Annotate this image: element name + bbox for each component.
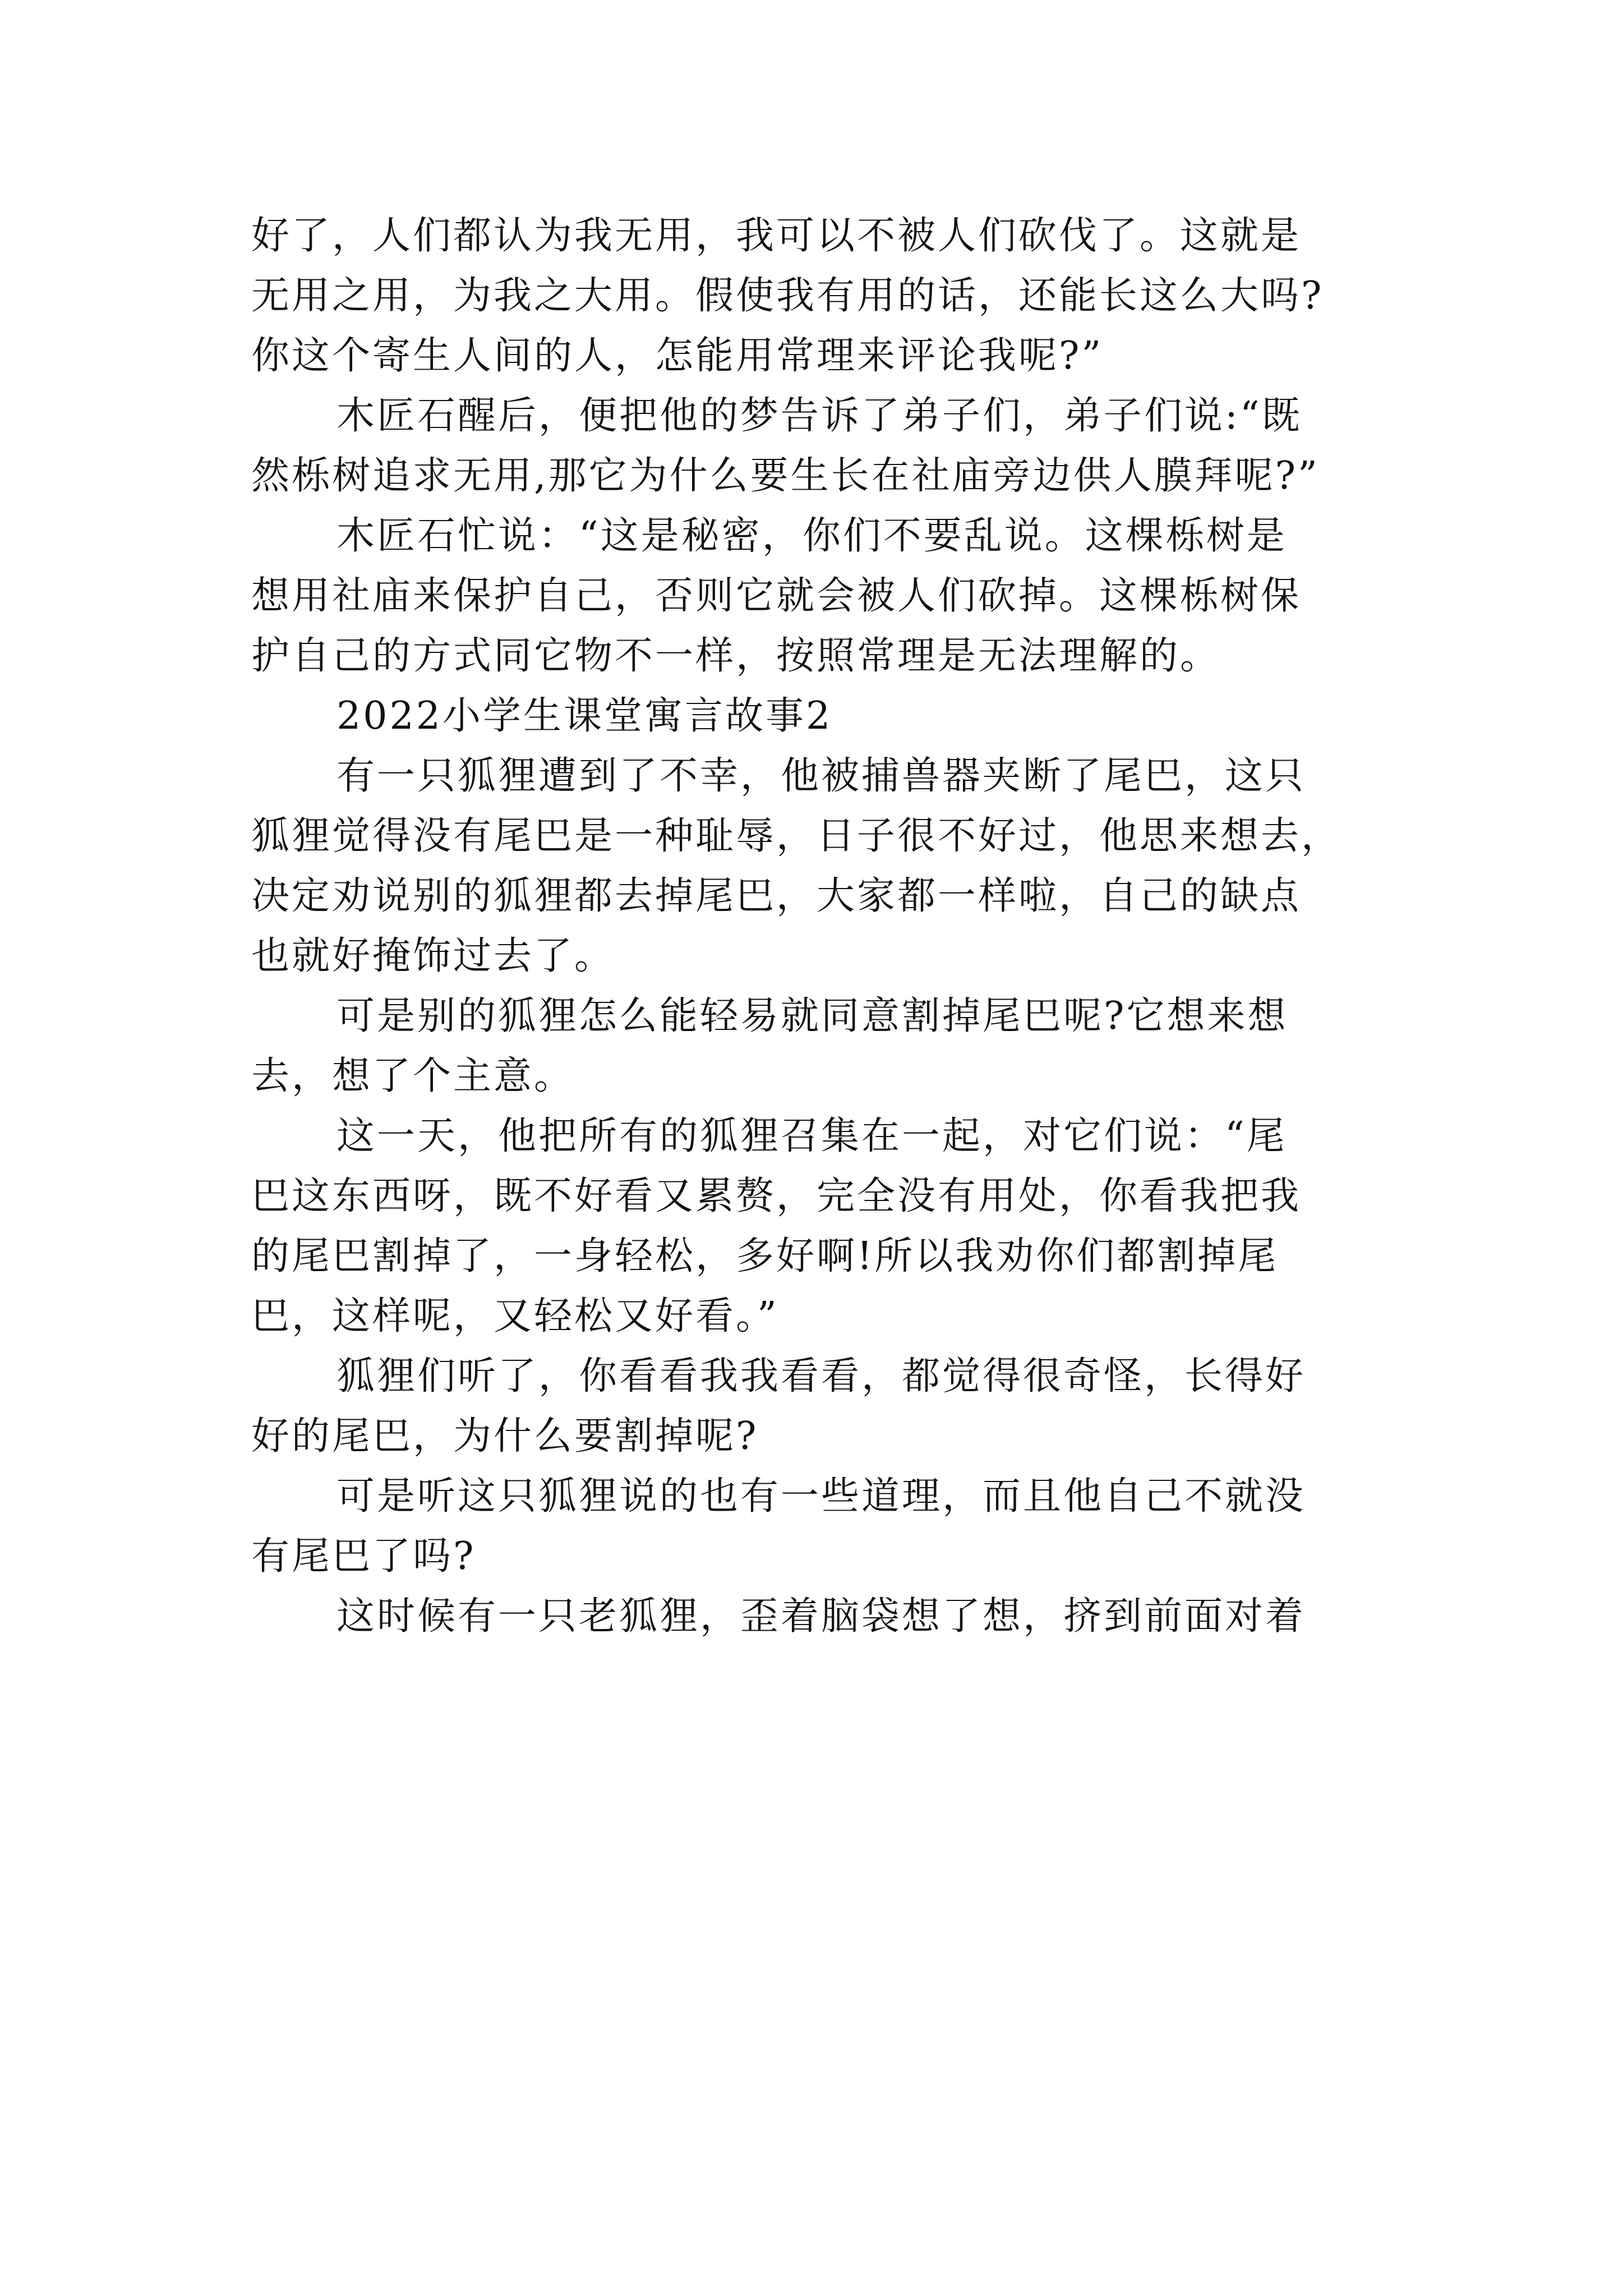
text-line: 无用之用，为我之大用。假使我有用的话，还能长这么大吗? <box>251 274 1324 318</box>
text-line: 决定劝说别的狐狸都去掉尾巴，大家都一样啦，自己的缺点 <box>251 874 1302 918</box>
text-line: 好的尾巴，为什么要割掉呢? <box>251 1414 759 1458</box>
paragraph-first-line: 可是听这只狐狸说的也有一些道理，而且他自己不就没 <box>336 1474 1306 1519</box>
text-line: 也就好掩饰过去了。 <box>251 934 615 978</box>
text-line: 然栎树追求无用,那它为什么要生长在社庙旁边供人膜拜呢?” <box>251 454 1320 498</box>
text-line: 的尾巴割掉了，一身轻松，多好啊!所以我劝你们都割掉尾 <box>251 1234 1279 1278</box>
text-line: 护自己的方式同它物不一样，按照常理是无法理解的。 <box>251 634 1221 678</box>
paragraph-first-line: 可是别的狐狸怎么能轻易就同意割掉尾巴呢?它想来想 <box>336 994 1288 1038</box>
section-heading: 2022小学生课堂寓言故事2 <box>336 694 833 738</box>
text-line: 狐狸觉得没有尾巴是一种耻辱，日子很不好过，他思来想去， <box>251 814 1342 858</box>
paragraph-first-line: 木匠石忙说：“这是秘密，你们不要乱说。这棵栎树是 <box>336 514 1287 558</box>
text-line: 巴这东西呀，既不好看又累赘，完全没有用处，你看我把我 <box>251 1174 1302 1218</box>
paragraph-first-line: 这一天，他把所有的狐狸召集在一起，对它们说：“尾 <box>336 1114 1287 1158</box>
text-line: 好了，人们都认为我无用，我可以不被人们砍伐了。这就是 <box>251 214 1302 258</box>
paragraph-first-line: 有一只狐狸遭到了不幸，他被捕兽器夹断了尾巴，这只 <box>336 754 1306 798</box>
text-line: 巴，这样呢，又轻松又好看。” <box>251 1294 779 1338</box>
text-line: 想用社庙来保护自己，否则它就会被人们砍掉。这棵栎树保 <box>251 574 1302 618</box>
text-line: 你这个寄生人间的人，怎能用常理来评论我呢?” <box>251 334 1104 378</box>
text-line: 去，想了个主意。 <box>251 1054 575 1098</box>
body-text <box>251 206 1395 1646</box>
paragraph-first-line: 这时候有一只老狐狸，歪着脑袋想了想，挤到前面对着 <box>336 1594 1306 1639</box>
text-line: 有尾巴了吗? <box>251 1534 476 1579</box>
paragraph-first-line: 狐狸们听了，你看看我我看看，都觉得很奇怪，长得好 <box>336 1354 1306 1398</box>
paragraph-first-line: 木匠石醒后，便把他的梦告诉了弟子们，弟子们说:“既 <box>336 394 1302 438</box>
